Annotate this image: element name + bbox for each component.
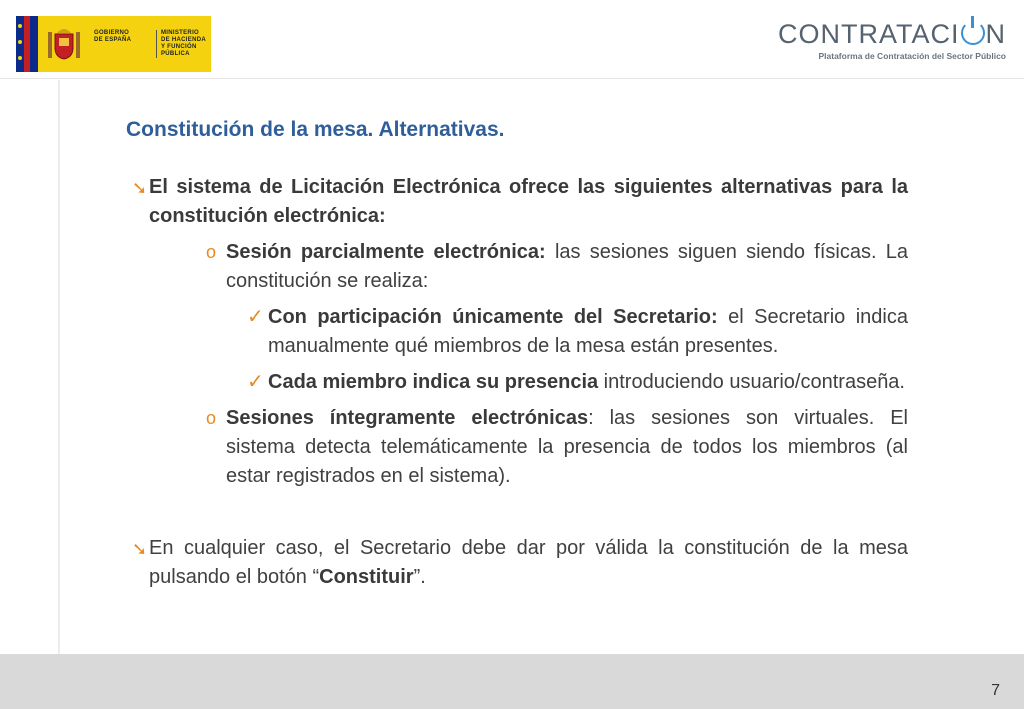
circle-bullet-icon: o [206,242,217,262]
gobierno-label: GOBIERNO DE ESPAÑA [94,30,132,43]
header-divider [0,78,1024,79]
arrow-bullet-icon: ➘ [132,178,148,198]
contratacion-wordmark: CONTRATACI N [778,19,1006,49]
contratacion-logo [778,20,1006,61]
page-number: 7 [991,682,1000,699]
list-item-sesiones-electronicas: o Sesiones íntegramente electrónicas: las sesiones son virtuales. El sistema detecta telemáticamente la presencia de todos los miembros (al estar registrados en el sistema). [132,404,908,491]
slide-body [132,173,908,592]
list-item-secretario: ✓ Con participación únicamente del Secretario: el Secretario indica manualmente qué miembros de la mesa están presentes. [132,303,908,361]
power-icon [961,21,985,45]
slide-footer [0,654,1024,709]
slide-title: Constitución de la mesa. Alternativas. [126,118,505,141]
list-item-cada-miembro: ✓ Cada miembro indica su presencia introduciendo usuario/contraseña. [132,368,908,397]
eu-flag-strip [16,16,38,72]
checkmark-icon: ✓ [247,306,264,328]
checkmark-icon: ✓ [247,371,264,393]
gobierno-espana-logo [16,16,211,72]
paragraph-intro: ➘ El sistema de Licitación Electrónica ofrece las siguientes alternativas para la constitución electrónica: [132,176,908,227]
left-accent-rule [58,80,60,654]
arrow-bullet-icon: ➘ [132,539,148,559]
list-item-sesion-parcial: o Sesión parcialmente electrónica: las sesiones siguen siendo físicas. La constitución se realiza: [132,238,908,296]
platform-subtitle: Plataforma de Contratación del Sector Público [818,51,1006,61]
circle-bullet-icon: o [206,408,217,428]
paragraph-conclusion: ➘ En cualquier caso, el Secretario debe dar por válida la constitución de la mesa pulsando el botón “Constituir”. [132,537,908,588]
coat-of-arms-icon [44,24,84,64]
slide-header [0,0,1024,78]
ministerio-label: MINISTERIO DE HACIENDA Y FUNCIÓN PÚBLICA [156,30,211,58]
